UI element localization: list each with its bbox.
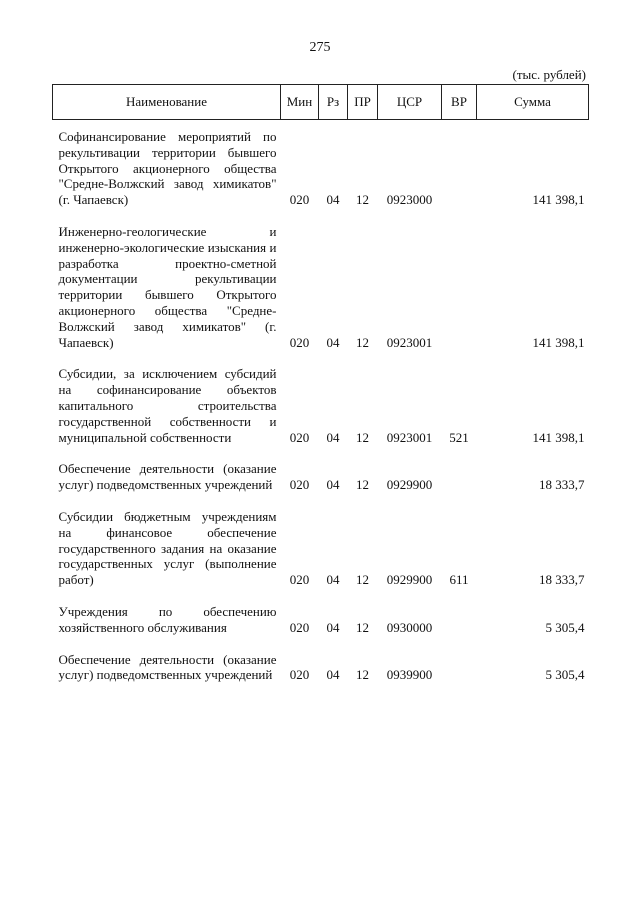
row-min: 020 — [289, 572, 310, 588]
table-row — [53, 461, 589, 509]
page-number: 275 — [309, 40, 331, 55]
row-sum: 5 305,4 — [545, 667, 585, 683]
row-vr — [442, 224, 477, 366]
row-rz: 04 — [326, 334, 340, 350]
row-vr — [442, 120, 477, 224]
row-min: 020 — [289, 334, 310, 350]
row-vr: 611 — [449, 572, 469, 588]
header-name: Наименование — [53, 85, 281, 120]
row-csr: 0929900 — [386, 572, 433, 588]
table-row — [53, 366, 589, 461]
row-rz: 04 — [326, 619, 340, 635]
row-csr: 0923001 — [386, 429, 433, 445]
header-sum: Сумма — [477, 85, 589, 120]
table-row — [53, 224, 589, 366]
row-name: Обеспечение деятельности (оказание услуг) подведомственных учреждений — [58, 651, 277, 683]
row-pr: 12 — [356, 667, 369, 683]
row-name: Учреждения по обеспечению хозяйственного обслуживания — [58, 603, 277, 635]
header-rz: Рз — [319, 85, 348, 120]
row-pr: 12 — [356, 619, 369, 635]
row-rz: 04 — [326, 572, 340, 588]
row-pr: 12 — [356, 572, 369, 588]
header-pr: ПР — [348, 85, 378, 120]
header-csr: ЦСР — [378, 85, 442, 120]
row-min: 020 — [289, 619, 310, 635]
row-vr — [442, 604, 477, 652]
row-rz: 04 — [326, 429, 340, 445]
budget-table — [52, 84, 589, 699]
row-vr — [442, 461, 477, 509]
row-sum: 141 398,1 — [532, 192, 585, 208]
row-min: 020 — [289, 429, 310, 445]
row-sum: 141 398,1 — [532, 334, 585, 350]
row-min: 020 — [289, 477, 310, 493]
row-min: 020 — [289, 667, 310, 683]
row-csr: 0923001 — [386, 334, 433, 350]
row-name: Субсидии, за исключением субсидий на софинансирование объектов капитального строительства государственной собственности и муниципальной собственности — [58, 366, 277, 445]
row-name: Субсидии бюджетным учреждениям на финансовое обеспечение государственного задания на оказание государственных услуг (выполнение работ) — [58, 508, 277, 588]
header-row — [53, 85, 589, 120]
units-label: (тыс. рублей) — [512, 67, 586, 82]
header-vr: ВР — [442, 85, 477, 120]
row-csr: 0923000 — [386, 192, 433, 208]
row-rz: 04 — [326, 192, 340, 208]
table-row — [53, 120, 589, 224]
row-pr: 12 — [356, 192, 369, 208]
table-row — [53, 604, 589, 652]
header-min: Мин — [281, 85, 319, 120]
row-sum: 18 333,7 — [539, 477, 585, 493]
row-pr: 12 — [356, 334, 369, 350]
row-name: Обеспечение деятельности (оказание услуг) подведомственных учреждений — [58, 461, 277, 493]
table-row — [53, 509, 589, 604]
row-min: 020 — [289, 192, 310, 208]
row-csr: 0929900 — [386, 477, 433, 493]
row-vr — [442, 652, 477, 700]
row-pr: 12 — [356, 477, 369, 493]
row-rz: 04 — [326, 477, 340, 493]
row-sum: 18 333,7 — [539, 572, 585, 588]
row-csr: 0930000 — [386, 619, 433, 635]
row-sum: 5 305,4 — [545, 619, 585, 635]
row-sum: 141 398,1 — [532, 429, 585, 445]
row-rz: 04 — [326, 667, 340, 683]
row-name: Инженерно-геологические и инженерно-экологические изыскания и разработка проектно-сметной документации рекультивации территории бывшего Открытого акционерного общества "Средне-Волжский завод химикатов" (г. Чапаевск) — [58, 223, 277, 350]
row-vr: 521 — [449, 429, 469, 445]
table-row — [53, 652, 589, 700]
row-name: Софинансирование мероприятий по рекультивации территории бывшего Открытого акционерного общества "Средне-Волжский завод химикатов" (г. Чапаевск) — [58, 129, 277, 208]
row-csr: 0939900 — [386, 667, 433, 683]
row-pr: 12 — [356, 429, 369, 445]
